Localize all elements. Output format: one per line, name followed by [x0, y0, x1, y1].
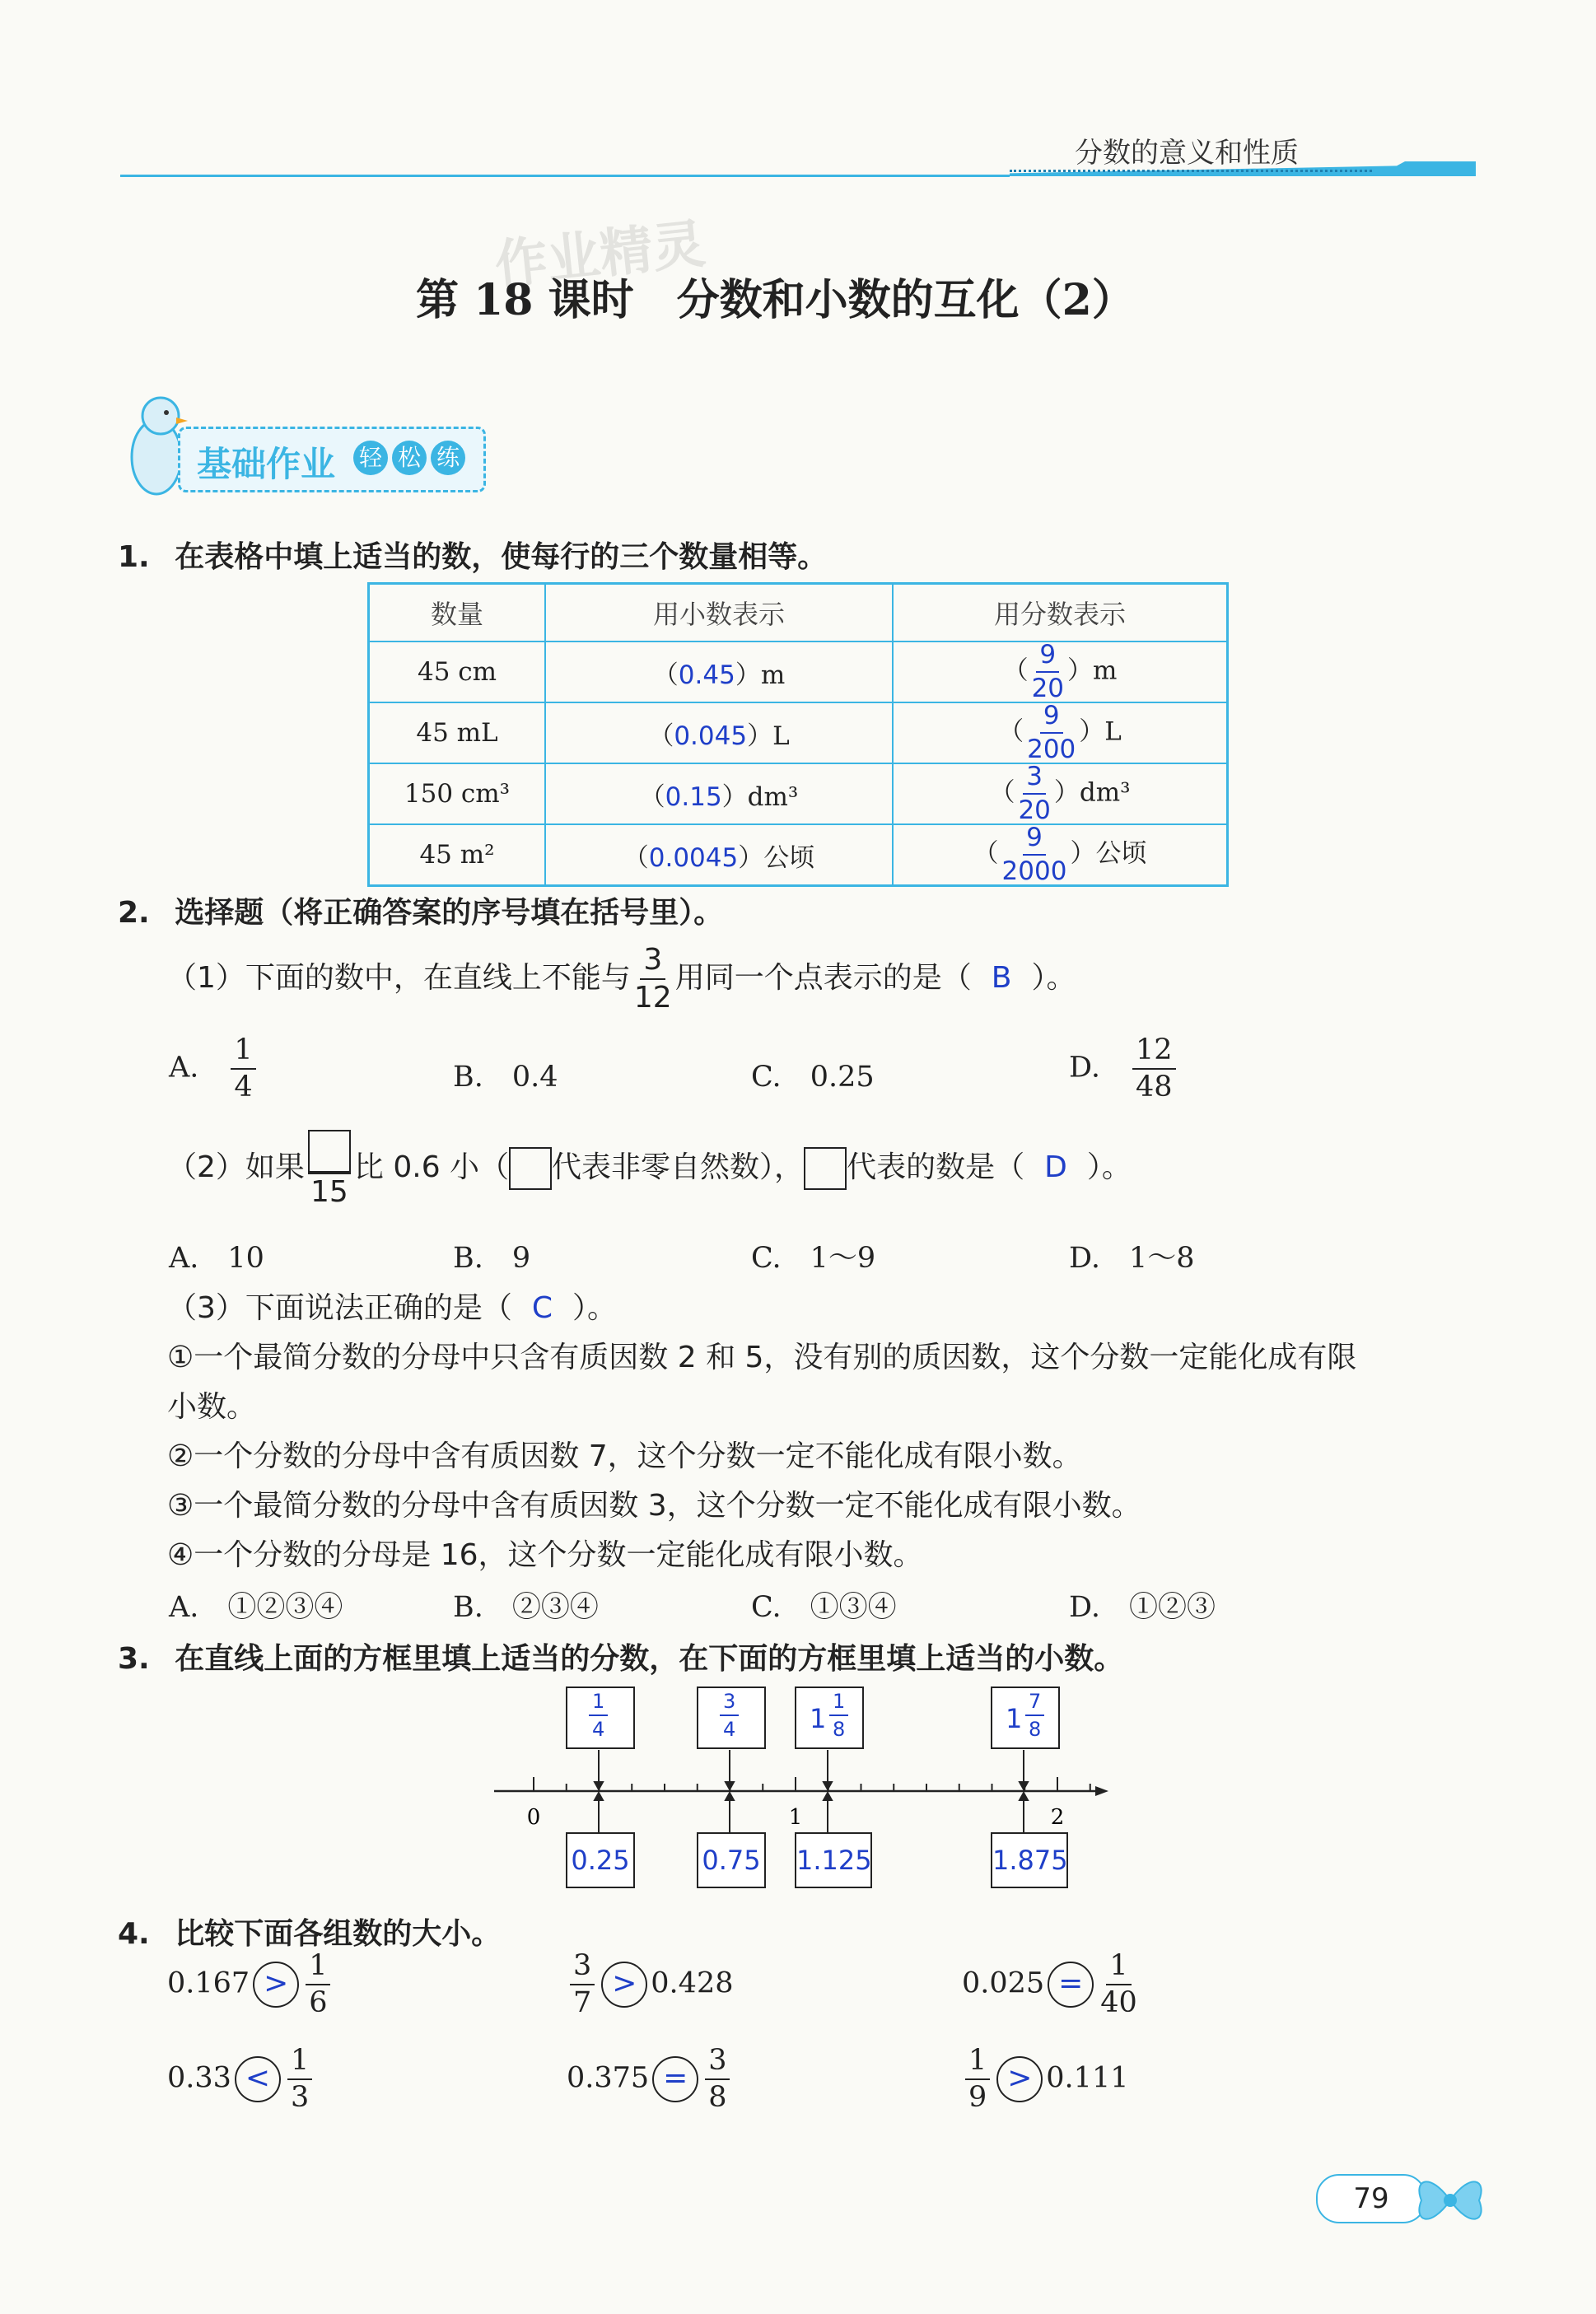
q2p3-text: （3）下面说法正确的是（ [167, 1291, 512, 1325]
table-row [369, 702, 1228, 763]
blank-box [509, 1147, 552, 1190]
bottom-box-3: 1.125 [795, 1832, 872, 1888]
q2p2-text3: 代表非零自然数）， [552, 1150, 805, 1184]
q2p3-answer: C [531, 1291, 553, 1325]
statement-3: ③一个最简分数的分母中含有质因数 3，这个分数一定不能化成有限小数。 [167, 1489, 1141, 1523]
cell-decimal: （0.0045）公顷 [545, 824, 893, 886]
q1-number: 1. [118, 540, 150, 574]
q2p3-option-d: D. ①②③ [1069, 1591, 1216, 1624]
table-row [369, 641, 1228, 702]
q2p2-denominator: 15 [310, 1175, 348, 1209]
q2p2-answer: D [1044, 1150, 1067, 1184]
compare-item: 0.025 = $\frac{1}{40}$ [962, 1949, 1137, 2019]
q2p2-end: ）。 [1086, 1150, 1132, 1184]
page-title: 第 18 课时 分数和小数的互化（2） [416, 275, 1135, 325]
q2p1-option-a: A. $\frac{1}{4}$ [169, 1036, 259, 1102]
banner-badge-2: 松 [392, 441, 427, 475]
q2p1-denominator: 12 [633, 981, 672, 1015]
tick-marks [534, 1777, 1090, 1791]
table-header-qty: 数量 [369, 584, 546, 642]
answer-numerator: 3 [1023, 764, 1046, 795]
q2p1-text: （1）下面的数中，在直线上不能与 [167, 961, 631, 995]
q2p3-option-c: C. ①③④ [751, 1591, 897, 1624]
answer-decimal: 0.15 [665, 781, 722, 812]
unit: L [1104, 716, 1122, 747]
compare-item: 0.33 < $\frac{1}{3}$ [167, 2046, 315, 2112]
cell-fraction: （ $\frac{9}{2000}$ ）公顷 [893, 824, 1228, 886]
q2-part2 [167, 1130, 1132, 1207]
tick-label-1: 1 [788, 1805, 803, 1830]
table-header-decimal: 用小数表示 [545, 584, 893, 642]
cell-fraction: （ $\frac{9}{20}$ ）m [893, 641, 1228, 702]
answer-decimal: 0.045 [674, 721, 748, 751]
cell-decimal: （0.15）dm³ [545, 763, 893, 824]
q2p2-text4: 代表的数是（ [847, 1150, 1025, 1184]
answer-denominator: 20 [1018, 795, 1051, 825]
q2p3-end: ）。 [572, 1291, 618, 1325]
q2p1-text2: 用同一个点表示的是（ [674, 961, 972, 995]
q2p3-option-b: B. ②③④ [453, 1591, 599, 1624]
cell-fraction: （ $\frac{9}{200}$ ）L [893, 702, 1228, 763]
q2p1-answer: B [991, 961, 1012, 995]
q4-heading [118, 1910, 501, 1952]
unit: L [772, 721, 790, 751]
q2p2-text2: 比 0.6 小（ [353, 1150, 510, 1184]
tick-label-0: 0 [526, 1805, 541, 1830]
q4-number: 4. [118, 1917, 150, 1951]
cell-qty: 45 mL [369, 702, 546, 763]
header-dots [1010, 170, 1372, 175]
cell-qty: 45 cm [369, 641, 546, 702]
arrowhead [824, 1793, 832, 1800]
statement-2: ②一个分数的分母中含有质因数 7，这个分数一定不能化成有限小数。 [167, 1439, 1082, 1473]
arrowhead [1020, 1782, 1028, 1789]
compare-item: $\frac{3}{7}$ > 0.428 [567, 1952, 733, 2018]
cell-decimal: （0.45）m [545, 641, 893, 702]
cell-qty: 45 m² [369, 824, 546, 886]
cell-qty: 150 cm³ [369, 763, 546, 824]
header-section-label: 分数的意义和性质 [1075, 137, 1299, 170]
answer-denominator: 2000 [1001, 856, 1067, 886]
bottom-box-2: 0.75 [697, 1832, 766, 1888]
answer-numerator: 9 [1023, 825, 1046, 856]
q2-heading [118, 889, 723, 931]
bottom-box-1: 0.25 [566, 1832, 635, 1888]
blank-box [308, 1130, 351, 1173]
unit: m [1093, 655, 1118, 686]
q2p1-option-c: C. 0.25 [751, 1061, 875, 1094]
q3-heading [118, 1635, 1123, 1677]
q2p1-option-b: B. 0.4 [453, 1061, 558, 1094]
answer-numerator: 9 [1036, 642, 1059, 673]
q2p1-numerator: 3 [640, 945, 665, 980]
arrowhead [824, 1782, 832, 1789]
page-number-badge [1316, 2174, 1426, 2223]
q1-text: 在表格中填上适当的数，使每行的三个数量相等。 [175, 540, 828, 574]
blank-box [804, 1147, 847, 1190]
banner-badge-1: 轻 [353, 441, 388, 475]
banner-label: 基础作业 [197, 444, 336, 484]
statement-4: ④一个分数的分母是 16，这个分数一定能化成有限小数。 [167, 1538, 923, 1572]
arrowhead [726, 1793, 734, 1800]
unit: dm³ [1079, 777, 1131, 808]
q2p2-option-c: C. 1～9 [751, 1242, 876, 1275]
bottom-box-4: 1.875 [991, 1832, 1068, 1888]
axis-arrow [1095, 1786, 1108, 1796]
arrowhead [595, 1782, 603, 1789]
header-rule [120, 175, 1010, 177]
table-row [369, 824, 1228, 886]
q3-text: 在直线上面的方框里填上适当的分数，在下面的方框里填上适当的小数。 [175, 1642, 1124, 1676]
q2-text: 选择题（将正确答案的序号填在括号里）。 [175, 896, 724, 930]
answer-denominator: 20 [1031, 674, 1065, 703]
arrowhead [595, 1793, 603, 1800]
table-header-fraction: 用分数表示 [893, 584, 1228, 642]
top-box-1: $\frac{1}{4}$ [566, 1687, 635, 1749]
unit: 公顷 [1095, 838, 1147, 869]
compare-item: 0.375 = $\frac{3}{8}$ [567, 2046, 733, 2112]
watermark: 作业精灵 [492, 213, 708, 297]
q3-number: 3. [118, 1642, 150, 1676]
statement-1: ①一个最简分数的分母中只含有质因数 2 和 5，没有别的质因数，这个分数一定能化成有限 [167, 1341, 1357, 1374]
unit: dm³ [747, 781, 799, 812]
cell-decimal: （0.045）L [545, 702, 893, 763]
unit: 公顷 [763, 842, 815, 873]
arrowhead [1020, 1793, 1028, 1800]
conversion-table [367, 582, 1229, 887]
arrowhead [726, 1782, 734, 1789]
cell-fraction: （ $\frac{3}{20}$ ）dm³ [893, 763, 1228, 824]
table-row [369, 763, 1228, 824]
q2-number: 2. [118, 896, 150, 930]
top-box-3: 1 $\frac{1}{8}$ [795, 1687, 864, 1749]
q2p1-option-d: D. $\frac{12}{48}$ [1069, 1036, 1179, 1102]
q4-text: 比较下面各组数的大小。 [175, 1917, 502, 1951]
answer-denominator: 200 [1027, 735, 1076, 764]
q2-part1 [167, 945, 1076, 1013]
q2p2-text: （2）如果 [167, 1150, 305, 1184]
banner-badge-3: 练 [431, 441, 465, 475]
banner [178, 427, 486, 492]
compare-item: $\frac{1}{9}$ > 0.111 [962, 2046, 1128, 2112]
answer-decimal: 0.0045 [648, 842, 739, 873]
q2p2-option-b: B. 9 [453, 1242, 531, 1275]
q2p3-option-a: A. ①②③④ [169, 1591, 343, 1624]
answer-numerator: 9 [1040, 703, 1063, 734]
q1-heading [118, 534, 827, 576]
statement-1-cont: 小数。 [167, 1390, 257, 1424]
bow-icon [1413, 2167, 1487, 2237]
q2p1-end: ）。 [1031, 961, 1076, 995]
top-box-2: $\frac{3}{4}$ [697, 1687, 766, 1749]
top-box-4: 1 $\frac{7}{8}$ [991, 1687, 1060, 1749]
compare-item: 0.167 > $\frac{1}{6}$ [167, 1952, 334, 2018]
page-number: 79 [1353, 2182, 1389, 2215]
tick-label-2: 2 [1050, 1805, 1065, 1830]
answer-decimal: 0.45 [678, 660, 735, 690]
q2-part3 [167, 1285, 617, 1327]
q2p2-option-a: A. 10 [169, 1242, 264, 1275]
unit: m [760, 660, 786, 690]
q2p2-option-d: D. 1～8 [1069, 1242, 1195, 1275]
